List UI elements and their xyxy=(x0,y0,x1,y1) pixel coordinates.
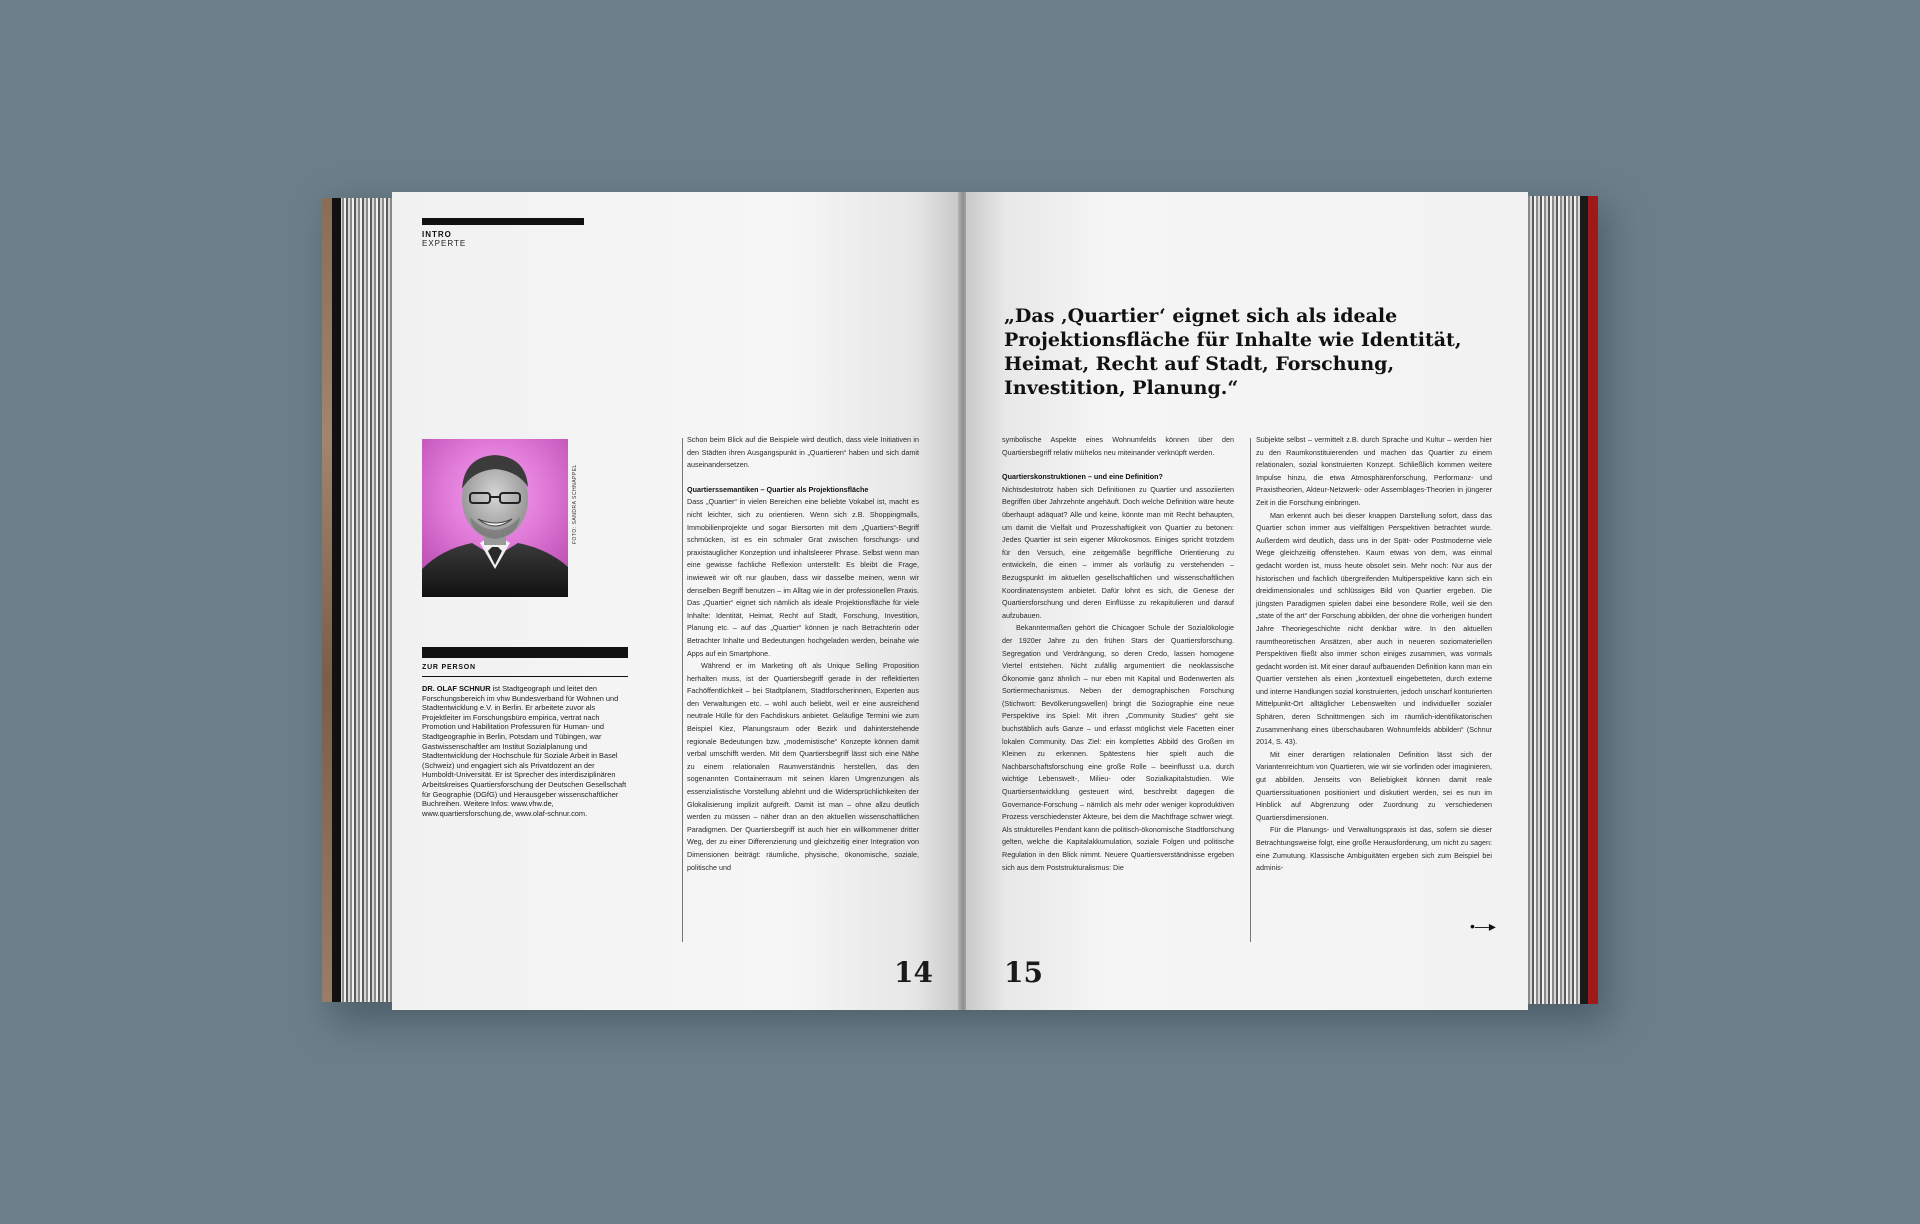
left-page xyxy=(392,192,960,1010)
paragraph: symbolische Aspekte eines Wohnumfelds können über den Quartiersbegriff relativ mühelos neu miteinander verknüpft werden. xyxy=(1002,435,1234,457)
photo-credit: FOTO: SANDRA SCHNAPPEL xyxy=(572,464,578,544)
author-portrait xyxy=(422,439,568,597)
person-rule xyxy=(422,647,628,658)
paragraph: Subjekte selbst – vermittelt z.B. durch Sprache und Kultur – werden hier zu den Raumkonstituierenden und machen das Quartier zu einem relationalen, sozial konstruierten Konzept. Schließlich kommen weitere Impulse hinzu, die etwa Atmosphärenforschung, Performanz- und Praxistheorien, Akteur-Netzwerk- oder Assemblages-Theorien in jüngerer Zeit in die Forschung einbringen. xyxy=(1256,435,1492,507)
author-bio xyxy=(422,684,628,818)
paragraph: Während er im Marketing oft als Unique Selling Proposition herhalten muss, ist der Quartiersbegriff gerade in der reflektierten Fachöffentlichkeit – bei Stadtplanern, Stadtforscherinnen, Experten aus den Verwaltungen etc. – wohl auch beliebt, weil er eine ausreichend neutrale Hülle für den Fachdiskurs anbietet. Geläufige Termini wie zum Beispiel Kiez, Planungsraum oder Bezirk und dahinterstehende regionale Bedeutungen bzw. „modernistische“ Konzepte können damit verbal umschifft werden. Mit dem Quartiersbegriff lässt sich eine Nähe zu einem relationalen Raumverständnis herstellen, das den sogenannten Containerraum mit seinen klaren Umgrenzungen als essenzialistische Vorstellung ablehnt und die Widersprüchlichkeiten der Glokalisierung implizit aufgreift. Damit ist man – ohne allzu deutlich werden zu müssen – näher dran an den aktuellen wissenschaftlichen Paradigmen. Der Quartiersbegriff ist auch hier ein willkommener dritter Weg, der zu einer Differenzierung und gleichzeitig einer Integration von Dimensionen beiträgt: räumliche, physische, ökonomische, soziale, politische und xyxy=(687,661,919,872)
person-divider xyxy=(422,676,628,677)
column-rule xyxy=(1250,438,1251,942)
page-edges-right xyxy=(1526,196,1598,1004)
top-rule xyxy=(422,218,584,225)
article-column-right xyxy=(1256,434,1492,875)
paragraph: Dass „Quartier“ in vielen Bereichen eine beliebte Vokabel ist, macht es nicht leichter, sich zu orientieren. Wenn sich z.B. Shoppingmalls, Immobilienprojekte und sogar Biersorten mit dem „Quartiers“-Begriff schmücken, ist es ein schmaler Grat zwischen forschungs- und praxistauglicher Konzeption und inhaltsleerer Phrase. Selbst wenn man eine gewisse fachliche Reflexion unterstellt: Es bleibt die Frage, inwieweit wir oft nur glauben, dass wir dasselbe meinen, wenn wir denselben Begriff benutzen – im Alltag wie in der professionellen Praxis. Das „Quartier“ eignet sich nämlich als ideale Projektionsfläche für viele Inhalte: Identität, Heimat, Recht auf Stadt, Forschung, Investition, Planung etc. – auf das „Quartier“ können je nach Betrachterin oder Betrachter Inhalte und Bedeutungen hochgeladen werden, beinahe wie Apps auf ein Smartphone. xyxy=(687,497,919,658)
paragraph: Für die Planungs- und Verwaltungspraxis ist das, sofern sie dieser Betrachtungsweise folgt, eine große Herausforderung, um nicht zu sagen: eine Zumutung. Klassische Ambiguitäten ergeben sich zum Beispiel bei adminis- xyxy=(1256,825,1492,873)
article-column-middle xyxy=(1002,434,1234,874)
paragraph: Schon beim Blick auf die Beispiele wird deutlich, dass viele Initiativen in den Städten ihren Ausgangspunkt in „Quartieren“ haben und sich damit auseinandersetzen. xyxy=(687,435,919,470)
paragraph: Man erkennt auch bei dieser knappen Darstellung sofort, dass das Quartier schon immer aus vielfältigen Perspektiven betrachtet wurde. Außerdem wird deutlich, dass uns in der Spät- oder Postmoderne viele Wege gleichzeitig offenstehen. Kaum etwas von dem, was einmal gedacht worden ist, muss heute obsolet sein. Mehr noch: Nur aus der historischen und fachlich übergreifenden Multiperspektive kann sich ein dreidimensionales und schlüssiges Bild von Quartier ergeben. Die jüngsten Paradigmen spielen dabei eine besondere Rolle, weil sie den „state of the art“ der Forschung abbilden, der ohne die vorherigen hundert Jahre Theoriegeschichte nicht denkbar wäre. In den aktuellen raumtheoretischen Ansätzen, aber auch in neueren soziomateriellen Perspektiven fließt also immer schon einiges zusammen, was vormals gedacht worden ist. Mit einer darauf aufbauenden Definition kann man ein Quartier verstehen als einen „kontextuell eingebetteten, durch externe und interne Handlungen sozial konstruierten, jedoch unscharf konturierten Mittelpunkt-Ort alltäglicher Lebenswelten und individueller sozialer Sphären, deren Schnittmengen sich im räumlich-identifikatorischen Zusammenhang eines überschaubaren Wohnumfelds abbilden“ (Schnur 2014, S. 43). xyxy=(1256,510,1492,747)
paragraph: Bekanntermaßen gehört die Chicagoer Schule der Sozialökologie der 1920er Jahre zu den frühen Stars der Quartiersforschung. Segregation und Verdrängung, so deren Credo, lassen homogene Viertel entstehen. Nicht zufällig argumentiert die neoklassische Ökonomie ganz ähnlich – nur eben mit Kapital und Bodenwerten als Sortiermechanismus. Neben der demographischen Forschung (Stichwort: Bevölkerungswellen) bringt die Soziographie eine neue Perspektive ins Spiel: Mit ihren „Community Studies“ geht sie buchstäblich aufs Ganze – und erfasst möglichst viele Facetten einer lokalen Community. Das Ziel: ein komplettes Abbild des Großen im Kleinen zu erkennen. Spätestens hier spielt auch die Nachbarschaftsforschung eine große Rolle – beeinflusst u.a. durch wichtige Lebenswelt-, Milieu- oder Sozialkapitalstudien. Wie Quartiersentwicklung gesteuert wird, beschreibt dagegen die Governance-Forschung – nämlich als mehr oder weniger koproduktiven Prozess verschiedenster Akteure, bei dem die Machtfrage schwer wiegt. Als strukturelles Pendant kann die politisch-ökonomische Stadtforschung gelten, welche die Kapitalakkumulation, soziale Folgen und politische Regulation in den Blick nimmt. Neuere Quartiersverständnisse ergeben sich aus dem Poststrukturalismus: Die xyxy=(1002,623,1234,872)
person-label: ZUR PERSON xyxy=(422,664,476,671)
page-edges-left xyxy=(322,198,394,1002)
continue-arrow-icon: •—▸ xyxy=(1470,918,1496,934)
section-kicker-sub: EXPERTE xyxy=(422,239,467,248)
column-rule xyxy=(682,438,683,942)
bio-text: ist Stadtgeograph und leitet den Forschungsbereich im vhw Bundesverband für Wohnen und Stadtentwicklung e.V. in Berlin. Er arbeitete zuvor als Projektleiter im Forschungsbüro empirica, vertrat nach Promotion und Habilitation Professuren für Human- und Stadtgeographie in Berlin, Potsdam und Tübingen, war Gastwissenschaftler am Institut Sozialplanung und Stadtentwicklung der Hochschule für Soziale Arbeit in Basel (Schweiz) und engagiert sich als Privatdozent an der Humboldt-Universität. Er ist Sprecher des interdisziplinären Arbeitskreises Quartiersforschung der Deutschen Gesellschaft für Geographie (DGfG) und Herausgeber wissenschaftlicher Buchreihen. Weitere Infos: www.vhw.de, www.quartiersforschung.de, www.olaf-schnur.com. xyxy=(422,684,627,818)
subheading: Quartierssemantiken – Quartier als Projektionsfläche xyxy=(687,484,869,494)
section-kicker: INTRO xyxy=(422,230,452,239)
paragraph: Nichtsdestotrotz haben sich Definitionen zu Quartier und assoziierten Begriffen über Jahrzehnte angehäuft. Doch welche Definition wäre heute überhaupt adäquat? Alle und keine, könnte man mit Recht behaupten, um damit die Vielfalt und Prozesshaftigkeit von Quartier zu betonen: Jedes Quartier ist sein eigener Mikrokosmos. Einiges spricht trotzdem für den Versuch, eine zeitgemäße begriffliche Orientierung zu entwickeln, die einen – immer als vorläufig zu verstehenden – Bezugspunkt im aktuellen gesellschaftlichen und wissenschaftlichen Koordinatensystem anbietet. Dafür lohnt es sich, die Genese der Quartiersforschung und deren Einflüsse zu rekapitulieren und darauf aufzubauen. xyxy=(1002,484,1234,620)
pull-quote: „Das ‚Quartier‘ eignet sich als ideale Projektionsfläche für Inhalte wie Identität, Heimat, Recht auf Stadt, Forschung, Investition, Planung.“ xyxy=(1004,305,1462,399)
page-number: 15 xyxy=(1004,956,1043,989)
page-number: 14 xyxy=(894,956,933,989)
bio-name: DR. OLAF SCHNUR xyxy=(422,684,491,693)
open-magazine xyxy=(322,192,1598,1010)
paragraph: Mit einer derartigen relationalen Definition lässt sich der Variantenreichtum von Quartieren, wie wir sie vorfinden oder imaginieren, gut abbilden. Jenseits von Beliebigkeit können damit reale Quartierssituationen positioniert und diskutiert werden, sei es nun im Hinblick auf Abgrenzung oder Zuordnung zu verschiedenen Quartiersdimensionen. xyxy=(1256,749,1492,822)
subheading: Quartierskonstruktionen – und eine Definition? xyxy=(1002,472,1163,482)
article-column-left xyxy=(687,434,919,874)
right-page xyxy=(966,192,1528,1010)
